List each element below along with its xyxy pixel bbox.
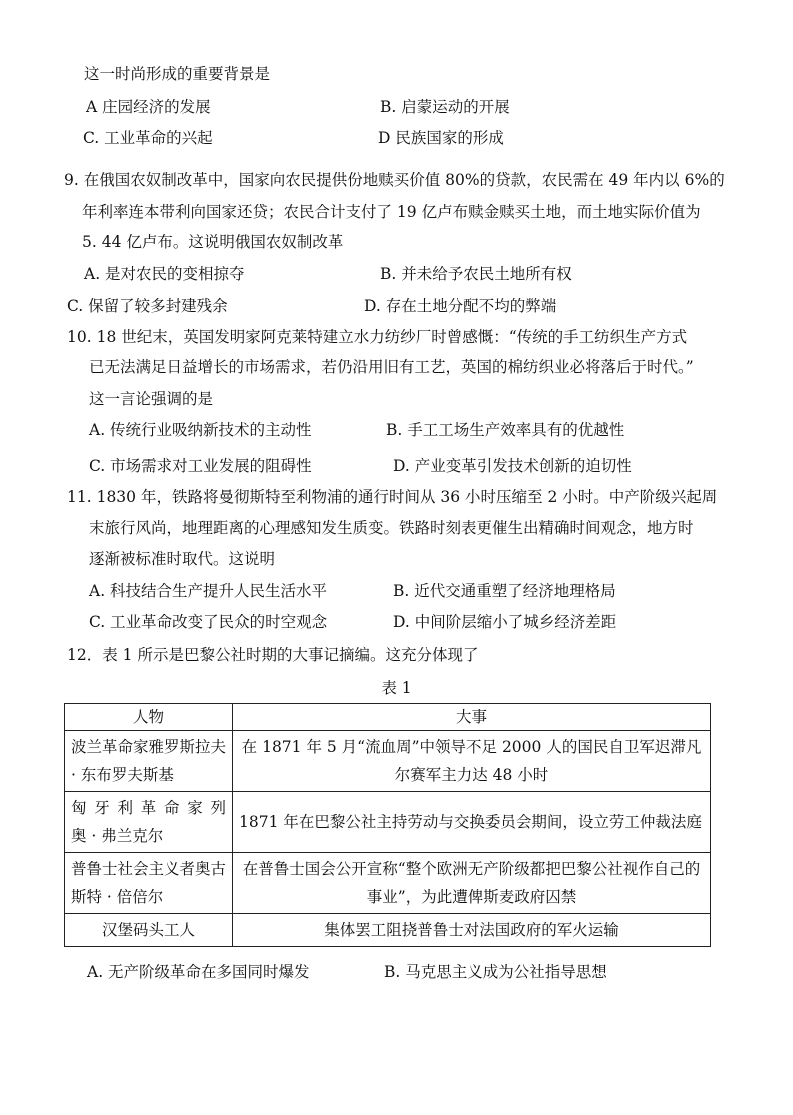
- q11-option-d: D. 中间阶层缩小了城乡经济差距: [393, 613, 617, 631]
- q10-stem-line-3: 这一言论强调的是: [89, 390, 214, 408]
- q8-option-d: D 民族国家的形成: [378, 129, 504, 147]
- q9-stem-line-2: 年利率连本带利向国家还贷；农民合计支付了 19 亿卢布赎金赎买土地，而土地实际价值为: [82, 203, 701, 221]
- table-row: [65, 853, 711, 914]
- q10-option-b: B. 手工工场生产效率具有的优越性: [386, 421, 625, 439]
- event-cell: 1871 年在巴黎公社主持劳动与交换委员会期间，设立劳工仲裁法庭: [233, 792, 711, 853]
- event-cell: 在 1871 年 5 月“流血周”中领导不足 2000 人的国民自卫军迟滞凡尔赛军主力达 48 小时: [233, 731, 711, 792]
- q9-stem-line-3: 5. 44 亿卢布。这说明俄国农奴制改革: [82, 233, 344, 251]
- header-event: 大事: [233, 704, 711, 731]
- q9-stem-line-1: 9. 在俄国农奴制改革中，国家向农民提供份地赎买价值 80%的贷款，农民需在 49 年内以 6%的: [64, 171, 725, 189]
- q8-option-b: B. 启蒙运动的开展: [380, 98, 510, 116]
- q11-stem-line-2: 末旅行风尚，地理距离的心理感知发生质变。铁路时刻表更催生出精确时间观念，地方时: [89, 519, 694, 537]
- q8-option-c: C. 工业革命的兴起: [83, 129, 213, 147]
- q11-stem-line-3: 逐渐被标准时取代。这说明: [89, 550, 276, 568]
- q12-option-a: A. 无产阶级革命在多国同时爆发: [87, 963, 310, 981]
- person-cell: 汉堡码头工人: [65, 914, 233, 947]
- person-cell: 波兰革命家雅罗斯拉夫 · 东布罗夫斯基: [65, 731, 233, 792]
- q10-option-c: C. 市场需求对工业发展的阻碍性: [89, 457, 312, 475]
- header-person: 人物: [65, 704, 233, 731]
- table-title: 表 1: [381, 679, 412, 697]
- event-cell: 集体罢工阻挠普鲁士对法国政府的军火运输: [233, 914, 711, 947]
- q12-option-b: B. 马克思主义成为公社指导思想: [384, 963, 607, 981]
- q11-option-a: A. 科技结合生产提升人民生活水平: [89, 582, 328, 600]
- table-row: [65, 731, 711, 792]
- person-cell: 匈 牙 利 革 命 家 列 奥 · 弗兰克尔: [65, 792, 233, 853]
- q10-option-d: D. 产业变革引发技术创新的迫切性: [393, 457, 632, 475]
- q11-option-b: B. 近代交通重塑了经济地理格局: [393, 582, 616, 600]
- table-header-row: [65, 704, 711, 731]
- q9-option-d: D. 存在土地分配不均的弊端: [364, 297, 557, 315]
- q12-stem: 12．表 1 所示是巴黎公社时期的大事记摘编。这充分体现了: [67, 646, 479, 664]
- events-table: [64, 703, 711, 947]
- q11-stem-line-1: 11. 1830 年，铁路将曼彻斯特至利物浦的通行时间从 36 小时压缩至 2 小时。中产阶级兴起周: [67, 488, 718, 506]
- q8-option-a: A 庄园经济的发展: [86, 98, 211, 116]
- q10-option-a: A. 传统行业吸纳新技术的主动性: [89, 421, 312, 439]
- q9-option-a: A. 是对农民的变相掠夺: [84, 265, 245, 283]
- q8-stem-tail: 这一时尚形成的重要背景是: [84, 65, 271, 83]
- event-cell: 在普鲁士国会公开宣称“整个欧洲无产阶级都把巴黎公社视作自己的事业”，为此遭俾斯麦政府囚禁: [233, 853, 711, 914]
- person-cell: 普鲁士社会主义者奥古斯特 · 倍倍尔: [65, 853, 233, 914]
- q10-stem-line-1: 10. 18 世纪末，英国发明家阿克莱特建立水力纺纱厂时曾感慨：“传统的手工纺织生产方式: [67, 328, 688, 346]
- q11-option-c: C. 工业革命改变了民众的时空观念: [89, 613, 328, 631]
- table-row: [65, 914, 711, 947]
- table-row: [65, 792, 711, 853]
- q10-stem-line-2: 已无法满足日益增长的市场需求，若仍沿用旧有工艺，英国的棉纺织业必将落后于时代。”: [89, 358, 694, 376]
- q9-option-b: B. 并未给予农民土地所有权: [380, 265, 572, 283]
- q9-option-c: C. 保留了较多封建残余: [67, 297, 228, 315]
